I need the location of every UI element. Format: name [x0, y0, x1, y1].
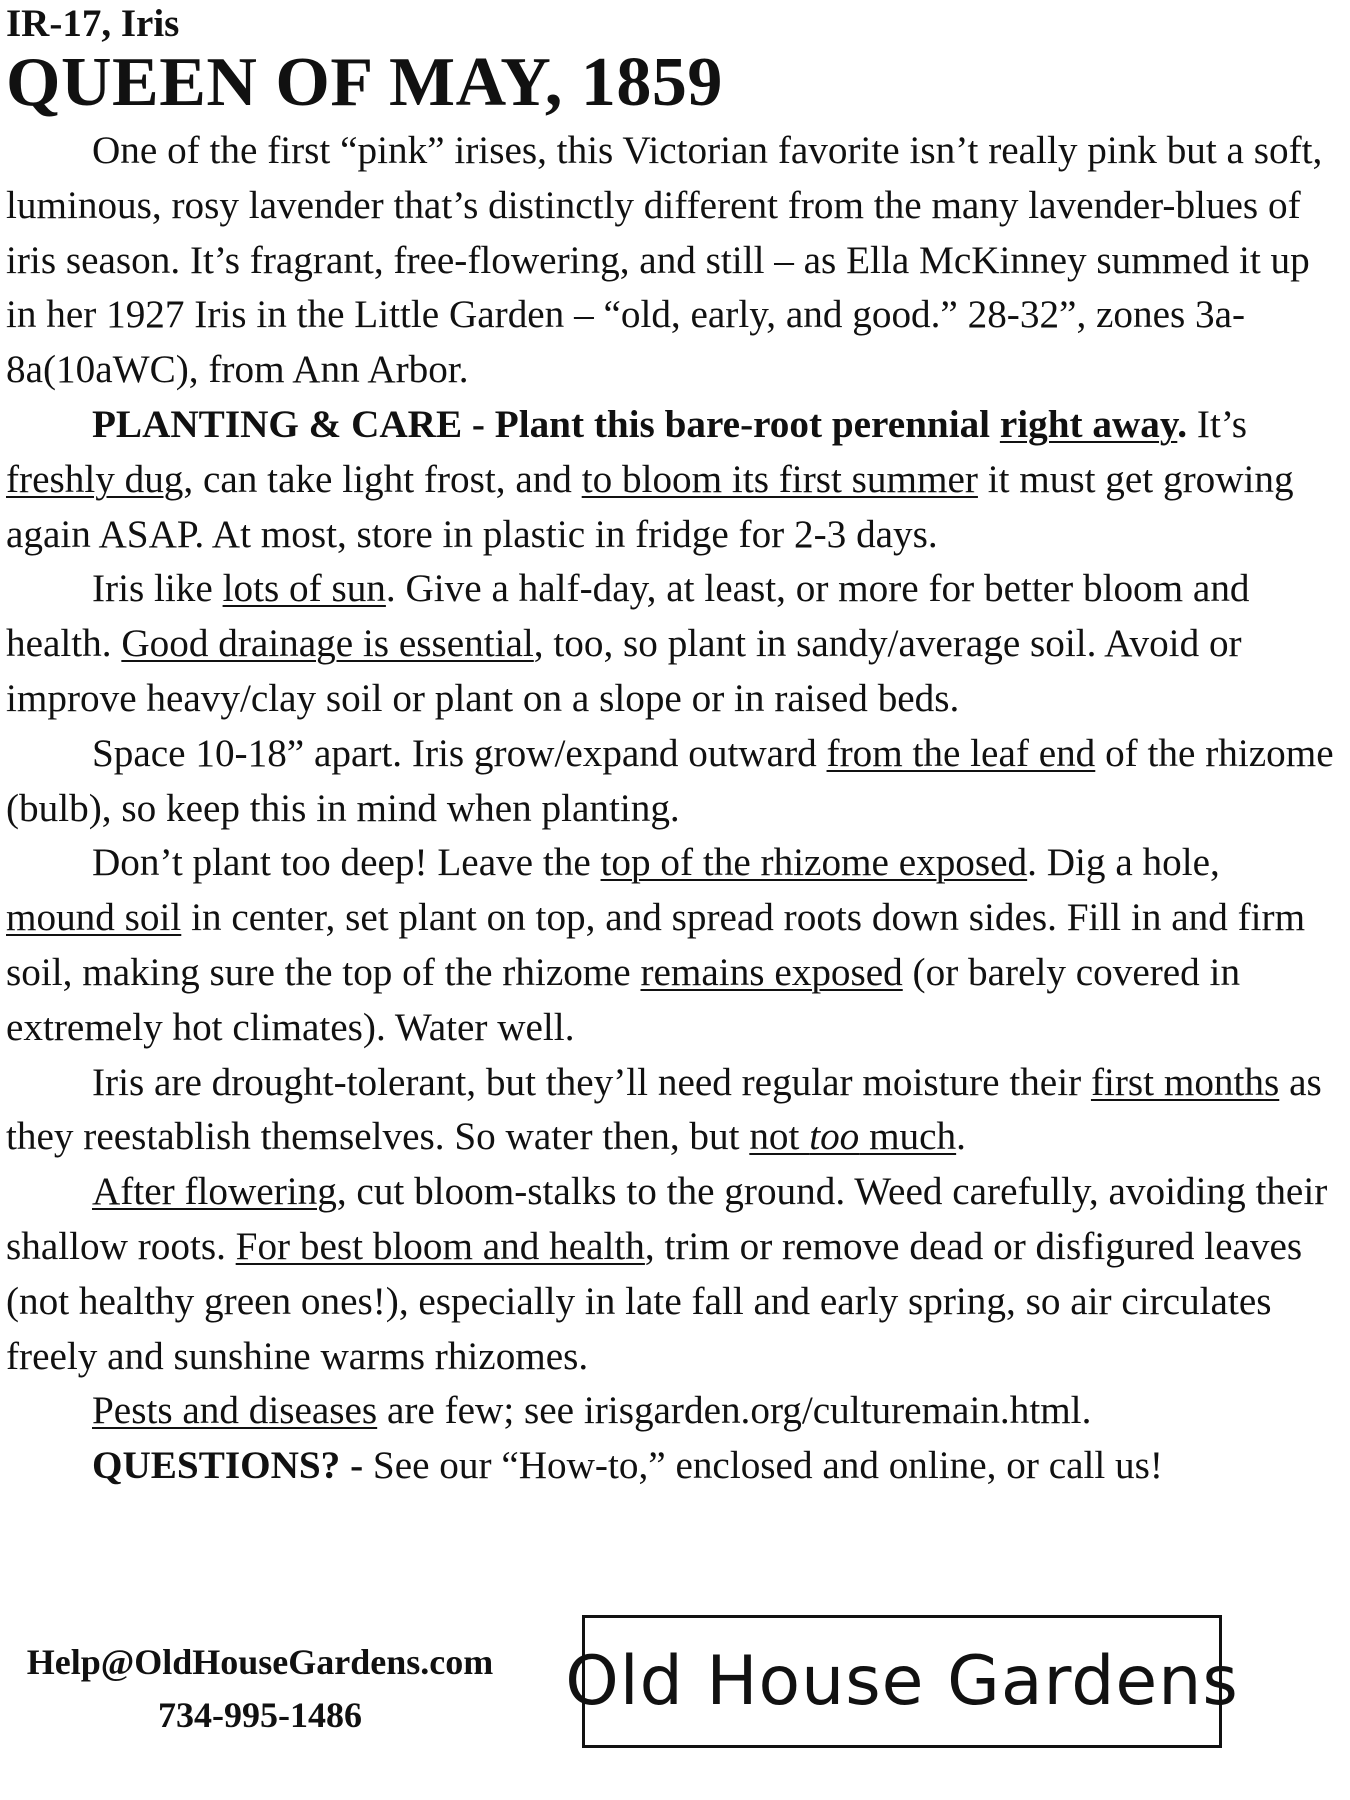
space-underline-1: from the leaf end: [826, 731, 1096, 775]
water-text-3: .: [956, 1115, 966, 1159]
pests-underline-1: Pests and diseases: [92, 1389, 378, 1433]
water-paragraph: [6, 1056, 1336, 1166]
after-underline-1: After flowering: [92, 1170, 337, 1214]
depth-text-4: (or barely covered in extremely hot climates). Water well.: [6, 950, 1241, 1049]
sun-underline-2: Good drainage is essential: [121, 622, 534, 666]
sun-text-1: Iris like: [92, 567, 223, 611]
planting-underline-2: to bloom its first summer: [581, 457, 978, 501]
planting-heading-text: PLANTING & CARE - Plant this bare-root perennial: [92, 402, 1000, 446]
planting-underline-1: freshly dug: [6, 457, 184, 501]
space-text-1: Space 10-18” apart. Iris grow/expand outward: [92, 731, 827, 775]
product-code: IR-17, Iris: [6, 2, 180, 45]
depth-text-3: in center, set plant on top, and spread roots down sides. Fill in and firm soil, making sure the top of the rhizome: [6, 896, 1306, 994]
planting-paragraph: [6, 398, 1336, 562]
contact-email: Help@OldHouseGardens.com: [26, 1642, 494, 1682]
water-emphasis: too: [809, 1115, 860, 1159]
questions-heading: QUESTIONS? -: [92, 1444, 373, 1488]
seed-packet-sheet: [6, 0, 1336, 1494]
brand-logo: Old House Gardens: [565, 1642, 1239, 1721]
after-flowering-paragraph: [6, 1165, 1336, 1384]
depth-paragraph: [6, 836, 1336, 1055]
sun-text-3: , too, so plant in sandy/average soil. Avoid or improve heavy/clay soil or plant on a slope or in raised beds.: [6, 622, 1242, 720]
after-underline-2: For best bloom and health: [235, 1224, 645, 1268]
questions-text: See our “How-to,” enclosed and online, or call us!: [372, 1444, 1163, 1488]
pests-paragraph: [6, 1384, 1336, 1439]
water-text-2: as they reestablish themselves. So water then, but: [6, 1060, 1322, 1159]
contact-phone: 734-995-1486: [158, 1695, 362, 1735]
space-text-2: of the rhizome (bulb), so keep this in mind when planting.: [6, 731, 1334, 830]
planting-heading: [92, 403, 1187, 446]
after-text-1: , cut bloom-stalks to the ground. Weed carefully, avoiding their shallow roots.: [6, 1170, 1328, 1268]
after-text-2: , trim or remove dead or disfigured leaves (not healthy green ones!), especially in late fall and early spring, so air circulates freely and sunshine warms rhizomes.: [6, 1224, 1303, 1378]
spacing-paragraph: [6, 727, 1336, 837]
questions-paragraph: [6, 1439, 1336, 1494]
contact-block: [0, 1636, 520, 1742]
water-underline-2a: not: [749, 1115, 810, 1159]
water-underline-2b: much: [859, 1115, 957, 1159]
product-title: QUEEN OF MAY, 1859: [6, 44, 723, 121]
depth-underline-1: top of the rhizome exposed: [600, 841, 1028, 885]
depth-underline-2: mound soil: [6, 896, 182, 940]
depth-underline-3: remains exposed: [640, 950, 903, 994]
intro-paragraph: [6, 124, 1336, 398]
brand-logo-box: [565, 1615, 1239, 1748]
depth-text-2: . Dig a hole,: [1027, 841, 1220, 885]
pests-text-1: are few; see irisgarden.org/culturemain.html.: [377, 1389, 1092, 1433]
sun-underline-1: lots of sun: [222, 567, 386, 611]
water-underline-2: [749, 1115, 956, 1158]
planting-heading-underline: right away: [999, 402, 1178, 446]
planting-text-1: It’s: [1187, 402, 1247, 446]
sun-text-2: . Give a half-day, at least, or more for better bloom and health.: [6, 567, 1250, 666]
intro-text: One of the first “pink” irises, this Victorian favorite isn’t really pink but a soft, luminous, rosy lavender that’s distinctly different from the many lavender-blues of iris season. It’s fragrant, free-flowering, and still – as Ella McKinney summed it up in her 1927 Iris in the Little Garden – “old, early, and good.” 28-32”, zones 3a-8a(10aWC), from Ann Arbor.: [6, 129, 1323, 392]
planting-text-3: it must get growing again ASAP. At most, store in plastic in fridge for 2-3 days.: [6, 457, 1294, 556]
description-body: [6, 124, 1336, 1494]
water-text-1: Iris are drought-tolerant, but they’ll need regular moisture their: [92, 1060, 1091, 1104]
water-underline-1: first months: [1090, 1060, 1280, 1104]
sun-paragraph: [6, 562, 1336, 726]
planting-heading-end: .: [1177, 402, 1188, 446]
depth-text-1: Don’t plant too deep! Leave the: [92, 841, 601, 885]
planting-text-2: , can take light frost, and: [183, 457, 582, 501]
